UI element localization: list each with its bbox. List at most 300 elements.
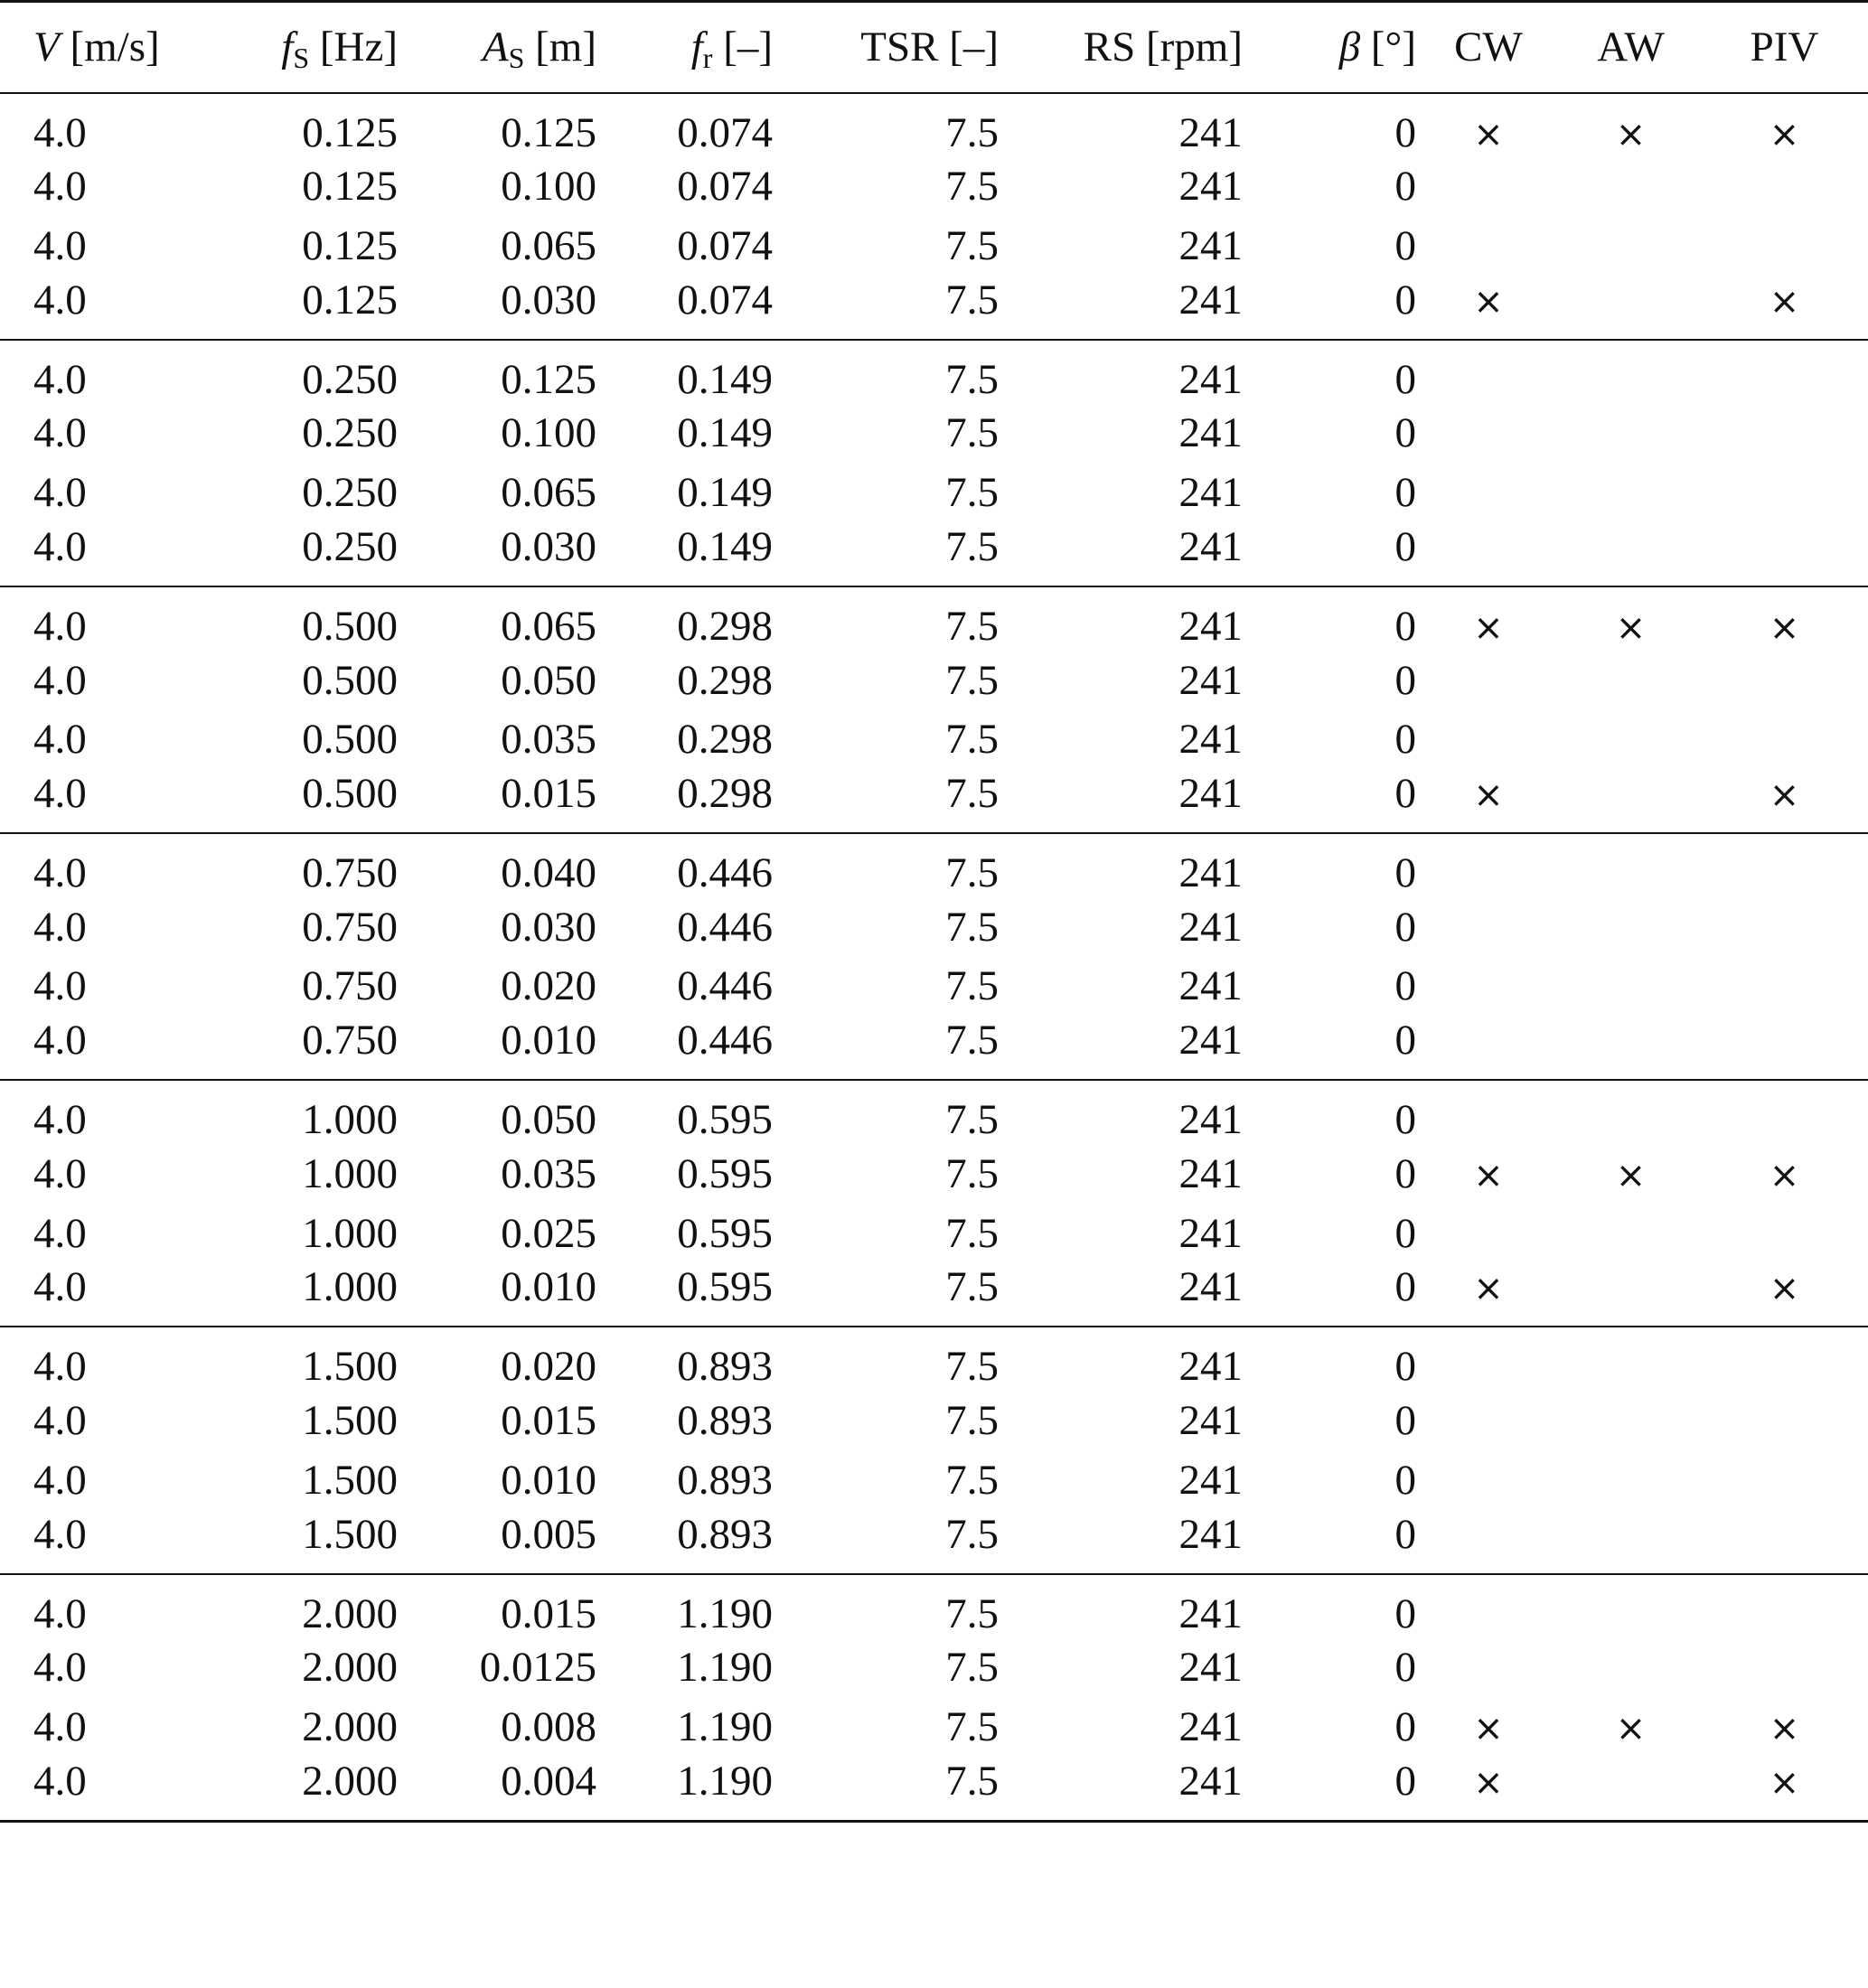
table-row: [0, 1327, 1868, 1391]
cell-piv-mark: [1701, 1574, 1868, 1638]
cell-tsr: 7.5: [945, 221, 999, 269]
cell-rotor-speed: 241: [1178, 602, 1243, 650]
cell-velocity: 4.0: [0, 522, 199, 586]
cell-rotor-speed: 241: [1178, 1456, 1243, 1504]
cell-reduced-frequency: 0.446: [677, 849, 773, 897]
table-row: [0, 1697, 1868, 1757]
cell-piv-mark: [1701, 1450, 1868, 1510]
cell-pitch-angle: 0: [1394, 962, 1416, 1010]
cell-cw-mark: [1416, 1204, 1561, 1263]
cell-piv-mark: [1701, 833, 1868, 897]
cell-pitch-angle: 0: [1243, 1262, 1416, 1327]
cell-pitch-angle: 0: [1394, 656, 1416, 704]
cell-reduced-frequency: 0.893: [596, 1510, 773, 1574]
cell-pitch-angle: 0: [1394, 1209, 1416, 1257]
cell-cw-mark: [1416, 1144, 1561, 1204]
cell-pitch-angle: 0: [1394, 409, 1416, 457]
cell-pitch-angle: 0: [1394, 1589, 1416, 1637]
cell-piv-mark: [1701, 586, 1868, 651]
cell-aw-mark: [1561, 651, 1701, 710]
cell-cw-mark: [1416, 1016, 1561, 1080]
cell-reduced-frequency: 0.893: [677, 1456, 773, 1504]
cell-piv-mark: [1701, 897, 1868, 957]
cell-piv-mark: [1701, 216, 1868, 276]
cell-cw-mark: [1416, 709, 1561, 769]
table-row: [0, 1016, 1868, 1080]
table-row: [0, 833, 1868, 897]
cell-velocity: 4.0: [0, 1016, 199, 1080]
cell-rotor-speed: 241: [1178, 108, 1243, 156]
cell-aw-mark: [1561, 586, 1701, 651]
cell-piv-mark: [1701, 1510, 1868, 1574]
cell-surge-amplitude: 0.030: [398, 522, 596, 586]
cell-aw-mark: [1561, 1574, 1701, 1638]
cell-cw-mark: [1416, 1080, 1561, 1144]
cell-surge-amplitude: 0.015: [398, 769, 596, 833]
cell-pitch-angle: 0: [1243, 522, 1416, 586]
cell-surge-frequency: 2.000: [199, 1757, 398, 1822]
table-row: [0, 957, 1868, 1017]
x-mark-icon: ×: [1769, 1155, 1800, 1197]
cell-aw-mark: [1561, 769, 1701, 833]
cell-reduced-frequency: 0.074: [677, 221, 773, 269]
cell-tsr: 7.5: [945, 602, 999, 650]
cell-aw-mark: [1561, 1204, 1701, 1263]
cell-piv-mark: [1701, 1327, 1868, 1391]
cell-surge-amplitude: 0.100: [501, 409, 596, 457]
cell-velocity: 4.0: [33, 1703, 87, 1751]
cell-surge-amplitude: 0.100: [501, 163, 596, 211]
cell-reduced-frequency: 0.595: [596, 1262, 773, 1327]
cell-rotor-speed: 241: [1178, 1644, 1243, 1692]
cell-cw-mark: [1416, 1510, 1561, 1574]
x-mark-icon: ×: [1615, 1708, 1647, 1750]
cell-rotor-speed: 241: [1178, 962, 1243, 1010]
cell-cw-mark: [1416, 957, 1561, 1017]
cell-velocity: 4.0: [33, 1209, 87, 1257]
cell-pitch-angle: 0: [1394, 1397, 1416, 1445]
cell-velocity: 4.0: [33, 1150, 87, 1198]
cell-surge-frequency: 2.000: [302, 1644, 398, 1692]
cell-tsr: 7.5: [945, 1397, 999, 1445]
x-mark-icon: ×: [1615, 1155, 1647, 1197]
table-row: [0, 1510, 1868, 1574]
cell-aw-mark: [1561, 157, 1701, 217]
cell-rotor-speed: 241: [999, 1510, 1243, 1574]
cell-tsr: 7.5: [773, 1757, 999, 1822]
x-mark-icon: ×: [1769, 606, 1800, 649]
table-row: [0, 1638, 1868, 1698]
table-header: [0, 2, 1868, 93]
table-row: [0, 651, 1868, 710]
cell-surge-amplitude: 0.050: [501, 1096, 596, 1144]
cell-reduced-frequency: 0.149: [596, 522, 773, 586]
cell-surge-frequency: 2.000: [302, 1703, 398, 1751]
cell-rotor-speed: 241: [1178, 409, 1243, 457]
cell-piv-mark: [1701, 1391, 1868, 1450]
cell-surge-amplitude: 0.065: [501, 469, 596, 517]
cell-cw-mark: [1416, 93, 1561, 157]
table-row: [0, 586, 1868, 651]
table-body: [0, 93, 1868, 1822]
cell-surge-frequency: 0.250: [302, 355, 398, 403]
cell-aw-mark: [1561, 404, 1701, 464]
cell-aw-mark: [1561, 1327, 1701, 1391]
cell-piv-mark: [1701, 651, 1868, 710]
cell-surge-frequency: 0.750: [302, 903, 398, 951]
cell-surge-amplitude: 0.020: [501, 1343, 596, 1391]
table-row: [0, 1574, 1868, 1638]
x-mark-icon: ×: [1473, 1708, 1504, 1750]
cell-velocity: 4.0: [33, 1397, 87, 1445]
cell-surge-amplitude: 0.010: [501, 1456, 596, 1504]
cell-surge-amplitude: 0.035: [501, 716, 596, 764]
cell-surge-amplitude: 0.010: [398, 1262, 596, 1327]
cell-tsr: 7.5: [945, 163, 999, 211]
x-mark-icon: ×: [1769, 113, 1800, 155]
cell-tsr: 7.5: [773, 1262, 999, 1327]
cell-rotor-speed: 241: [1178, 1589, 1243, 1637]
cell-tsr: 7.5: [945, 469, 999, 517]
cell-aw-mark: [1561, 709, 1701, 769]
cell-rotor-speed: 241: [1178, 163, 1243, 211]
cell-reduced-frequency: 0.074: [677, 108, 773, 156]
cell-piv-mark: [1701, 1638, 1868, 1698]
cell-surge-amplitude: 0.005: [398, 1510, 596, 1574]
cell-surge-frequency: 1.000: [199, 1262, 398, 1327]
cell-pitch-angle: 0: [1394, 1150, 1416, 1198]
cell-rotor-speed: 241: [999, 769, 1243, 833]
cell-piv-mark: [1701, 404, 1868, 464]
cell-reduced-frequency: 1.190: [677, 1703, 773, 1751]
table-row: [0, 1144, 1868, 1204]
cell-velocity: 4.0: [33, 602, 87, 650]
header-piv: PIV: [1701, 2, 1868, 93]
cell-reduced-frequency: 0.074: [596, 276, 773, 340]
cell-tsr: 7.5: [945, 1150, 999, 1198]
cell-reduced-frequency: 0.446: [596, 1016, 773, 1080]
cell-aw-mark: [1561, 833, 1701, 897]
cell-surge-frequency: 1.500: [302, 1397, 398, 1445]
cell-reduced-frequency: 0.893: [677, 1397, 773, 1445]
cell-piv-mark: [1701, 93, 1868, 157]
cell-velocity: 4.0: [33, 1343, 87, 1391]
cell-surge-amplitude: 0.015: [501, 1397, 596, 1445]
x-mark-icon: ×: [1473, 606, 1504, 649]
cell-surge-frequency: 0.750: [302, 849, 398, 897]
cell-velocity: 4.0: [0, 1757, 199, 1822]
cell-piv-mark: [1701, 957, 1868, 1017]
cell-surge-frequency: 0.750: [302, 962, 398, 1010]
cell-piv-mark: [1701, 1757, 1868, 1822]
cell-aw-mark: [1561, 276, 1701, 340]
x-mark-icon: ×: [1615, 606, 1647, 649]
cell-velocity: 4.0: [0, 769, 199, 833]
cell-pitch-angle: 0: [1394, 1343, 1416, 1391]
cell-surge-frequency: 1.500: [302, 1343, 398, 1391]
cell-cw-mark: [1416, 651, 1561, 710]
cell-cw-mark: [1416, 1262, 1561, 1327]
header-reduced-frequency: $f_r$ [–]: [596, 2, 773, 93]
cell-tsr: 7.5: [773, 769, 999, 833]
x-mark-icon: ×: [1769, 280, 1800, 323]
cell-surge-frequency: 1.000: [302, 1209, 398, 1257]
cell-aw-mark: [1561, 93, 1701, 157]
x-mark-icon: ×: [1769, 1761, 1800, 1804]
cell-pitch-angle: 0: [1394, 716, 1416, 764]
cell-surge-frequency: 1.000: [302, 1096, 398, 1144]
cell-pitch-angle: 0: [1394, 903, 1416, 951]
cell-velocity: 4.0: [33, 962, 87, 1010]
cell-piv-mark: [1701, 709, 1868, 769]
cell-pitch-angle: 0: [1243, 769, 1416, 833]
cell-cw-mark: [1416, 1638, 1561, 1698]
table-row: [0, 1204, 1868, 1263]
cell-rotor-speed: 241: [1178, 355, 1243, 403]
table-row: [0, 340, 1868, 404]
cell-surge-amplitude: 0.035: [501, 1150, 596, 1198]
cell-pitch-angle: 0: [1394, 108, 1416, 156]
cell-reduced-frequency: 0.149: [677, 409, 773, 457]
cell-surge-frequency: 0.250: [302, 409, 398, 457]
table-row: [0, 709, 1868, 769]
header-velocity: V [m/s]: [0, 2, 199, 93]
cell-tsr: 7.5: [945, 849, 999, 897]
x-mark-icon: ×: [1615, 113, 1647, 155]
cell-tsr: 7.5: [773, 276, 999, 340]
cell-velocity: 4.0: [33, 903, 87, 951]
cell-pitch-angle: 0: [1394, 163, 1416, 211]
cell-rotor-speed: 241: [1178, 903, 1243, 951]
cell-surge-frequency: 0.500: [199, 769, 398, 833]
x-mark-icon: ×: [1473, 113, 1504, 155]
cell-rotor-speed: 241: [1178, 1343, 1243, 1391]
table-row: [0, 463, 1868, 522]
table-row: [0, 897, 1868, 957]
table-row: [0, 1757, 1868, 1822]
cell-pitch-angle: 0: [1394, 849, 1416, 897]
cell-velocity: 4.0: [33, 1589, 87, 1637]
cell-reduced-frequency: 0.149: [677, 469, 773, 517]
cell-aw-mark: [1561, 1016, 1701, 1080]
cell-surge-frequency: 0.750: [199, 1016, 398, 1080]
cell-tsr: 7.5: [945, 716, 999, 764]
table-row: [0, 1391, 1868, 1450]
cell-velocity: 4.0: [33, 1644, 87, 1692]
cell-reduced-frequency: 1.190: [677, 1589, 773, 1637]
cell-reduced-frequency: 0.298: [677, 656, 773, 704]
cell-surge-frequency: 0.125: [199, 276, 398, 340]
cell-tsr: 7.5: [945, 1644, 999, 1692]
cell-rotor-speed: 241: [1178, 656, 1243, 704]
cell-surge-amplitude: 0.030: [398, 276, 596, 340]
cell-piv-mark: [1701, 1262, 1868, 1327]
cell-tsr: 7.5: [945, 409, 999, 457]
cell-cw-mark: [1416, 897, 1561, 957]
x-mark-icon: ×: [1769, 774, 1800, 817]
cell-tsr: 7.5: [945, 1703, 999, 1751]
cell-rotor-speed: 241: [1178, 221, 1243, 269]
cell-tsr: 7.5: [773, 1016, 999, 1080]
cell-tsr: 7.5: [945, 656, 999, 704]
cell-surge-amplitude: 0.030: [501, 903, 596, 951]
cell-surge-frequency: 1.000: [302, 1150, 398, 1198]
cell-surge-amplitude: 0.040: [501, 849, 596, 897]
cell-reduced-frequency: 0.298: [677, 602, 773, 650]
cell-rotor-speed: 241: [1178, 1703, 1243, 1751]
cell-velocity: 4.0: [33, 656, 87, 704]
table-row: [0, 93, 1868, 157]
cell-cw-mark: [1416, 463, 1561, 522]
cell-pitch-angle: 0: [1243, 1016, 1416, 1080]
cell-aw-mark: [1561, 1510, 1701, 1574]
cell-tsr: 7.5: [773, 1510, 999, 1574]
cell-cw-mark: [1416, 216, 1561, 276]
cell-pitch-angle: 0: [1243, 1757, 1416, 1822]
cell-cw-mark: [1416, 157, 1561, 217]
x-mark-icon: ×: [1473, 1268, 1504, 1310]
cell-rotor-speed: 241: [1178, 1096, 1243, 1144]
cell-rotor-speed: 241: [999, 276, 1243, 340]
cell-rotor-speed: 241: [1178, 1150, 1243, 1198]
cell-velocity: 4.0: [0, 1262, 199, 1327]
cell-surge-frequency: 0.125: [302, 163, 398, 211]
cell-cw-mark: [1416, 833, 1561, 897]
cell-surge-frequency: 0.500: [302, 602, 398, 650]
header-surge-amplitude: $A_S$ [m]: [398, 2, 596, 93]
cell-reduced-frequency: 0.298: [596, 769, 773, 833]
cell-cw-mark: [1416, 340, 1561, 404]
cell-surge-frequency: 1.500: [199, 1510, 398, 1574]
cell-velocity: 4.0: [33, 469, 87, 517]
cell-velocity: 4.0: [33, 108, 87, 156]
cell-piv-mark: [1701, 1204, 1868, 1263]
cell-piv-mark: [1701, 340, 1868, 404]
cell-tsr: 7.5: [945, 108, 999, 156]
cell-reduced-frequency: 0.595: [677, 1150, 773, 1198]
cell-cw-mark: [1416, 1574, 1561, 1638]
cell-surge-amplitude: 0.125: [501, 355, 596, 403]
cell-reduced-frequency: 0.446: [677, 903, 773, 951]
cell-piv-mark: [1701, 276, 1868, 340]
cell-surge-amplitude: 0.020: [501, 962, 596, 1010]
cell-cw-mark: [1416, 1757, 1561, 1822]
cell-piv-mark: [1701, 463, 1868, 522]
header-row: [0, 2, 1868, 93]
cell-aw-mark: [1561, 1697, 1701, 1757]
cell-surge-amplitude: 0.008: [501, 1703, 596, 1751]
cell-pitch-angle: 0: [1394, 221, 1416, 269]
cell-pitch-angle: 0: [1394, 1703, 1416, 1751]
cell-cw-mark: [1416, 522, 1561, 586]
cell-velocity: 4.0: [33, 849, 87, 897]
cell-piv-mark: [1701, 769, 1868, 833]
cell-pitch-angle: 0: [1394, 1096, 1416, 1144]
cell-velocity: 4.0: [33, 409, 87, 457]
table-row: [0, 157, 1868, 217]
cell-surge-frequency: 0.250: [199, 522, 398, 586]
x-mark-icon: ×: [1769, 1268, 1800, 1310]
cell-surge-frequency: 0.500: [302, 656, 398, 704]
cell-tsr: 7.5: [945, 355, 999, 403]
cell-reduced-frequency: 0.893: [677, 1343, 773, 1391]
cell-surge-amplitude: 0.065: [501, 602, 596, 650]
table-row: [0, 522, 1868, 586]
cell-surge-amplitude: 0.0125: [479, 1644, 596, 1692]
cell-rotor-speed: 241: [999, 1262, 1243, 1327]
cell-surge-amplitude: 0.010: [398, 1016, 596, 1080]
cell-aw-mark: [1561, 897, 1701, 957]
x-mark-icon: ×: [1473, 1761, 1504, 1804]
cell-reduced-frequency: 1.190: [596, 1757, 773, 1822]
cell-surge-amplitude: 0.025: [501, 1209, 596, 1257]
cell-surge-amplitude: 0.050: [501, 656, 596, 704]
table-row: [0, 1450, 1868, 1510]
x-mark-icon: ×: [1473, 774, 1504, 817]
cell-velocity: 4.0: [33, 1456, 87, 1504]
cell-surge-frequency: 0.125: [302, 108, 398, 156]
cell-cw-mark: [1416, 1450, 1561, 1510]
header-rotor-speed: RS [rpm]: [999, 2, 1243, 93]
cell-piv-mark: [1701, 1144, 1868, 1204]
cell-tsr: 7.5: [945, 1096, 999, 1144]
cell-tsr: 7.5: [945, 962, 999, 1010]
cell-piv-mark: [1701, 1697, 1868, 1757]
cell-pitch-angle: 0: [1394, 1644, 1416, 1692]
cell-tsr: 7.5: [945, 1343, 999, 1391]
cell-pitch-angle: 0: [1394, 355, 1416, 403]
cell-pitch-angle: 0: [1243, 1510, 1416, 1574]
cell-rotor-speed: 241: [1178, 1397, 1243, 1445]
cell-velocity: 4.0: [33, 221, 87, 269]
cell-aw-mark: [1561, 463, 1701, 522]
cell-reduced-frequency: 0.595: [677, 1096, 773, 1144]
cell-aw-mark: [1561, 957, 1701, 1017]
cell-cw-mark: [1416, 1391, 1561, 1450]
table-row: [0, 769, 1868, 833]
cell-reduced-frequency: 0.074: [677, 163, 773, 211]
cell-piv-mark: [1701, 157, 1868, 217]
cell-surge-amplitude: 0.015: [501, 1589, 596, 1637]
cell-cw-mark: [1416, 404, 1561, 464]
cell-surge-frequency: 1.500: [302, 1456, 398, 1504]
cell-velocity: 4.0: [33, 716, 87, 764]
cell-aw-mark: [1561, 1080, 1701, 1144]
cell-pitch-angle: 0: [1394, 602, 1416, 650]
cell-aw-mark: [1561, 1262, 1701, 1327]
cell-cw-mark: [1416, 276, 1561, 340]
cell-rotor-speed: 241: [999, 1757, 1243, 1822]
cell-surge-amplitude: 0.065: [501, 221, 596, 269]
cell-aw-mark: [1561, 1450, 1701, 1510]
cell-rotor-speed: 241: [999, 1016, 1243, 1080]
cell-reduced-frequency: 0.595: [677, 1209, 773, 1257]
header-surge-frequency: $f_S$ [Hz]: [199, 2, 398, 93]
cell-pitch-angle: 0: [1394, 469, 1416, 517]
cell-cw-mark: [1416, 1327, 1561, 1391]
cell-tsr: 7.5: [945, 1209, 999, 1257]
cell-cw-mark: [1416, 769, 1561, 833]
cell-velocity: 4.0: [33, 1096, 87, 1144]
cell-surge-amplitude: 0.004: [398, 1757, 596, 1822]
cell-rotor-speed: 241: [1178, 1209, 1243, 1257]
cell-pitch-angle: 0: [1394, 1456, 1416, 1504]
cell-reduced-frequency: 0.298: [677, 716, 773, 764]
cell-reduced-frequency: 0.446: [677, 962, 773, 1010]
cell-tsr: 7.5: [945, 1456, 999, 1504]
header-pitch-angle: β [°]: [1243, 2, 1416, 93]
header-tsr: TSR [–]: [773, 2, 999, 93]
